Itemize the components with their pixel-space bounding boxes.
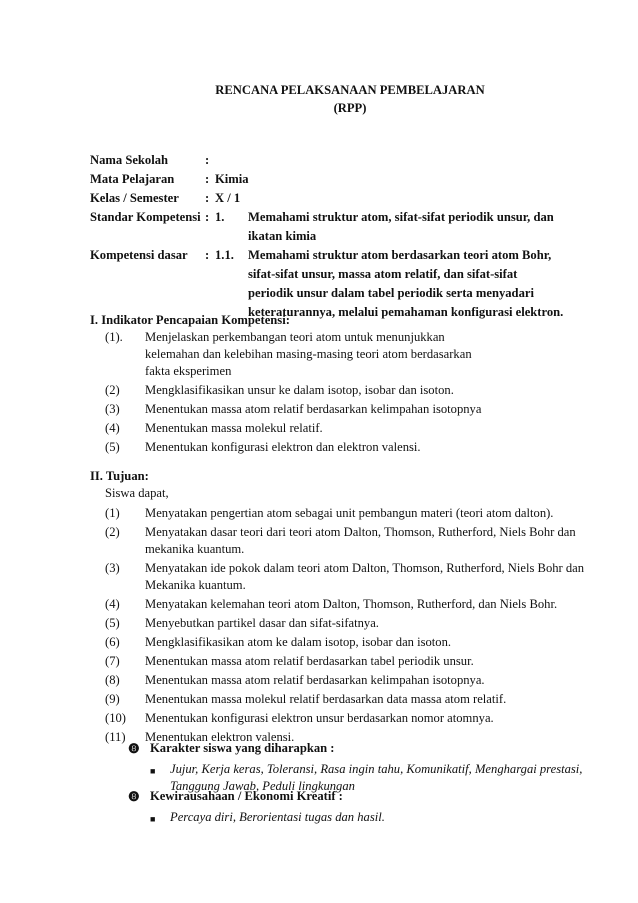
tujuan-item-number: (1) [105,506,120,520]
tujuan-item-line: Menentukan elektron valensi. [145,730,295,744]
identity-table [90,152,590,323]
sk-text-line1: Memahami struktur atom, sifat-sifat periodik unsur, dan [248,210,554,224]
sk-text-line2: ikatan kimia [248,229,317,243]
tujuan-item-line: Mengklasifikasikan atom ke dalam isotop, isobar dan isoton. [145,635,452,649]
tujuan-item-text [145,672,610,689]
colon: : [205,172,210,186]
tujuan-item-line: Menentukan konfigurasi elektron unsur berdasarkan nomor atomnya. [145,711,494,725]
tujuan-item-number: (6) [105,635,120,649]
kd-text-line1: Memahami struktur atom berdasarkan teori atom Bohr, [248,248,552,262]
label-standar-kompetensi: Standar Kompetensi [90,210,201,224]
tujuan-list [105,505,610,748]
indikator-item-line: Menentukan massa atom relatif berdasarkan kelimpahan isotopnya [145,402,482,416]
indikator-item-number: (1). [105,330,123,344]
tujuan-item-line: Menentukan massa atom relatif berdasarkan tabel periodik unsur. [145,654,474,668]
row-standar-kompetensi-cont [90,228,590,245]
label-mata-pelajaran: Mata Pelajaran [90,172,175,186]
label-nama-sekolah: Nama Sekolah [90,153,169,167]
tujuan-item-text [145,653,610,670]
indikator-item [105,401,610,418]
karakter-heading: Karakter siswa yang diharapkan : [150,741,335,755]
colon: : [205,153,210,167]
colon: : [205,248,210,262]
section-indikator [90,312,610,458]
tujuan-item-text [145,615,610,632]
indikator-item-text [145,382,610,399]
tujuan-item-number: (3) [105,561,120,575]
row-mata-pelajaran [90,171,590,188]
tujuan-item-text [145,596,610,613]
tujuan-heading: II. Tujuan: [90,469,149,483]
tujuan-item-text [145,505,610,522]
tujuan-item-number: (8) [105,673,120,687]
section-tujuan [90,468,610,748]
indikator-item-text [145,439,610,456]
tujuan-item-text [145,710,610,727]
tujuan-item-text [145,524,610,558]
tujuan-item [105,653,610,670]
tujuan-item [105,710,610,727]
indikator-item-number: (2) [105,383,120,397]
tujuan-item-text [145,634,610,651]
indikator-item-number: (4) [105,421,120,435]
tujuan-item-text [145,691,610,708]
indikator-item-text [145,401,610,418]
kewirausahaan-heading: Kewirausahaan / Ekonomi Kreatif : [150,789,343,803]
karakter-line2: Tanggung Jawab, Peduli lingkungan [170,779,355,793]
tujuan-item-number: (9) [105,692,120,706]
indikator-item-line: kelemahan dan kelebihan masing-masing teori atom berdasarkan [145,347,472,361]
numbered-bullet-icon: ❽ [128,741,140,756]
tujuan-item [105,672,610,689]
tujuan-item [105,691,610,708]
row-standar-kompetensi [90,209,590,226]
tujuan-item-line: Menentukan massa molekul relatif berdasarkan data massa atom relatif. [145,692,507,706]
document-subtitle: (RPP) [333,101,367,115]
tujuan-item-line: Menyebutkan partikel dasar dan sifat-sifatnya. [145,616,379,630]
indikator-item-number: (5) [105,440,120,454]
tujuan-item [105,560,610,594]
indikator-item [105,382,610,399]
kd-text-line4: keteraturannya, melalui pemahaman konfigurasi elektron. [248,305,564,319]
karakter-heading-row [128,740,608,757]
kewirausahaan-values [150,809,608,828]
sk-number: 1. [215,210,225,224]
row-kelas-semester [90,190,590,207]
indikator-item [105,329,610,380]
colon: : [205,210,210,224]
row-kd-cont-3 [90,285,590,302]
tujuan-item-number: (10) [105,711,126,725]
tujuan-item-line: mekanika kuantum. [145,542,245,556]
indikator-item [105,420,610,437]
document-title: RENCANA PELAKSANAAN PEMBELAJARAN [215,83,485,97]
tujuan-item-line: Menyatakan kelemahan teori atom Dalton, Thomson, Rutherford, dan Niels Bohr. [145,597,558,611]
square-bullet-icon: ■ [150,766,156,776]
karakter-block [128,740,608,795]
tujuan-item [105,524,610,558]
tujuan-intro: Siswa dapat, [105,486,169,500]
tujuan-item-number: (2) [105,525,120,539]
tujuan-item-line: Menentukan massa atom relatif berdasarkan kelimpahan isotopnya. [145,673,485,687]
tujuan-item-number: (5) [105,616,120,630]
indikator-heading: I. Indikator Pencapaian Kompetensi: [90,313,290,327]
tujuan-item-line: Menyatakan dasar teori dari teori atom Dalton, Thomson, Rutherford, Niels Bohr dan [145,525,576,539]
kd-text-line2: sifat-sifat unsur, massa atom relatif, dan sifat-sifat [248,267,518,281]
indikator-item-line: Menentukan massa molekul relatif. [145,421,323,435]
kewirausahaan-heading-row [128,788,608,805]
kd-text-line3: periodik unsur dalam tabel periodik serta menyadari [248,286,534,300]
indikator-item-text [145,420,610,437]
indikator-list [105,329,610,458]
indikator-item-line: fakta eksperimen [145,364,232,378]
kewirausahaan-block [128,788,608,828]
tujuan-item-number: (7) [105,654,120,668]
indikator-item-line: Mengklasifikasikan unsur ke dalam isotop, isobar dan isoton. [145,383,454,397]
kewirausahaan-line1: Percaya diri, Berorientasi tugas dan hasil. [170,810,385,824]
indikator-item [105,439,610,456]
karakter-line1: Jujur, Kerja keras, Toleransi, Rasa ingin tahu, Komunikatif, Menghargai prestasi, [170,762,583,776]
value-kelas-semester: X / 1 [215,191,241,205]
colon: : [205,191,210,205]
tujuan-item [105,634,610,651]
value-nama-sekolah [215,152,590,169]
tujuan-item-line: Menyatakan ide pokok dalam teori atom Dalton, Thomson, Rutherford, Niels Bohr dan [145,561,585,575]
row-nama-sekolah [90,152,590,169]
tujuan-item-text [145,560,610,594]
indikator-item-line: Menjelaskan perkembangan teori atom untuk menunjukkan [145,330,445,344]
label-kelas-semester: Kelas / Semester [90,191,179,205]
row-kompetensi-dasar [90,247,590,264]
indikator-item-line: Menentukan konfigurasi elektron dan elektron valensi. [145,440,421,454]
tujuan-item [105,615,610,632]
kd-number: 1.1. [215,248,234,262]
tujuan-item-number: (11) [105,730,126,744]
tujuan-item-number: (4) [105,597,120,611]
label-kompetensi-dasar: Kompetensi dasar [90,248,188,262]
square-bullet-icon: ■ [150,814,156,824]
indikator-item-text [145,329,610,380]
row-kd-cont-2 [90,266,590,283]
tujuan-item-line: Menyatakan pengertian atom sebagai unit pembangun materi (teori atom dalton). [145,506,554,520]
value-mata-pelajaran: Kimia [215,172,249,186]
tujuan-item [105,505,610,522]
tujuan-item-line: Mekanika kuantum. [145,578,246,592]
numbered-bullet-icon: ❽ [128,789,140,804]
tujuan-item [105,596,610,613]
indikator-item-number: (3) [105,402,120,416]
